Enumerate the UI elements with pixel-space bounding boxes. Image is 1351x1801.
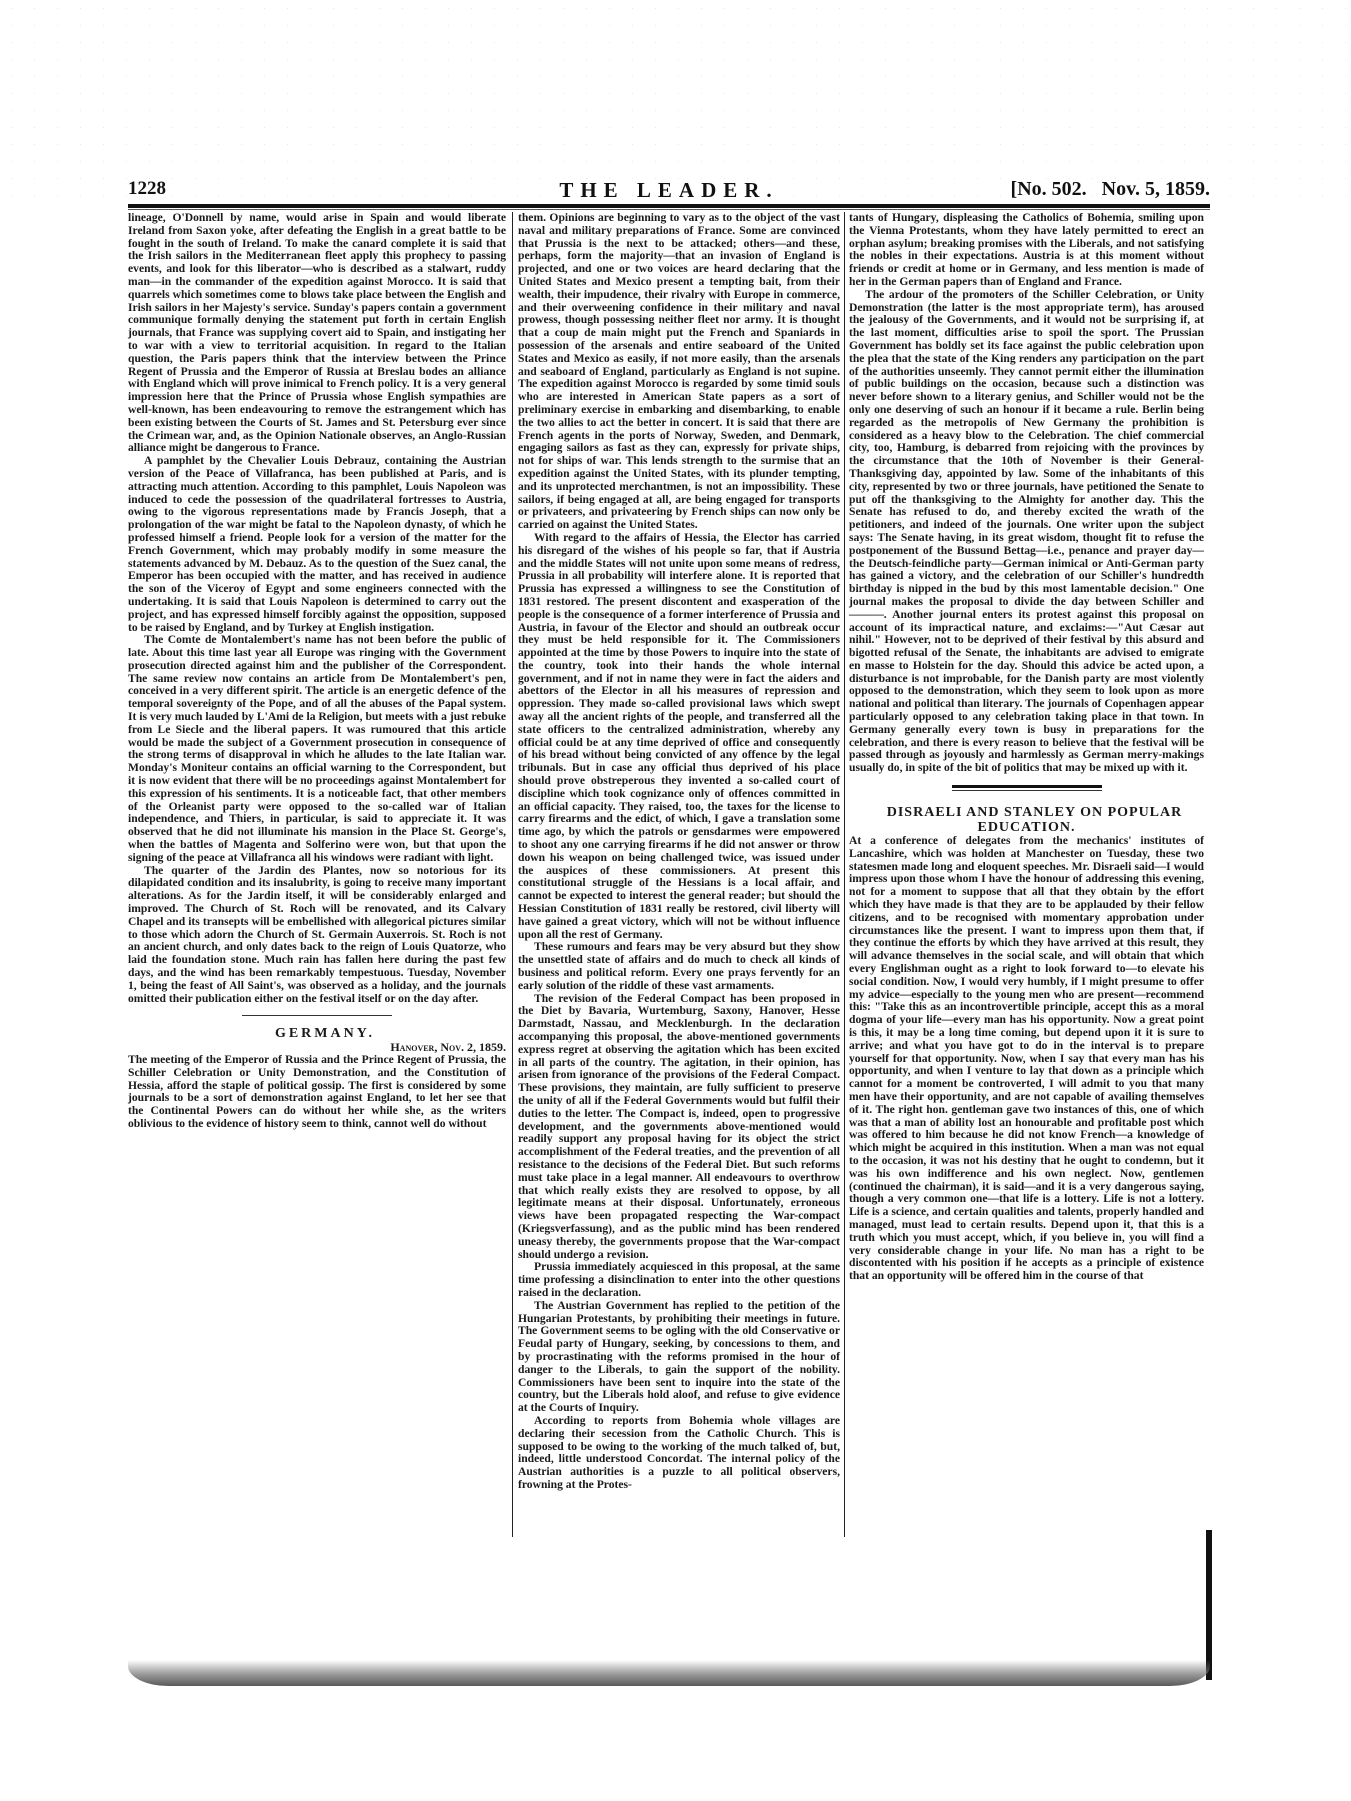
- paragraph: According to reports from Bohemia whole villages are declaring their secession from the Catholic Church. This is supposed to be owing to the working of the much talked of, but, indeed, little understood Concordat. The internal policy of the Austrian authorities is a puzzle to all political observers, frowning at the Protes-: [518, 1413, 840, 1491]
- scan-edge: [1206, 1530, 1212, 1680]
- paragraph: Prussia immediately acquiesced in this proposal, at the same time professing a disinclination to enter into the other questions raised in the declaration.: [518, 1260, 840, 1299]
- paragraph: A pamphlet by the Chevalier Louis Debrauz, containing the Austrian version of the Peace of Villafranca, has been published at Paris, and is attracting much attention. According to this pamphlet, Louis Napoleon was induced to cede the possession of the quadrilateral fortresses to Austria, owing to the vigorous representations made by Francis Joseph, that a prolongation of the war might be fatal to the Napoleon dynasty, of which he professed himself a friend. People look for a version of the matter for the French Government, which may probably modify in some measure the statements advanced by M. Debauz. As to the question of the Suez canal, the Emperor has been occupied with the matter, and has received in audience the son of the Viceroy of Egypt and some engineers connected with the undertaking. It is said that Louis Napoleon is determined to carry out the project, and has expressed himself forcibly against the opposition, supposed to be raised by England, and by Turkey at English instigation.: [128, 454, 506, 634]
- paragraph: The meeting of the Emperor of Russia and the Prince Regent of Prussia, the Schiller Celebration or Unity Demonstration, and the Constitution of Hessia, afford the staple of political gossip. The first is considered by some journals to be a sort of demonstration against England, to let her see that the Continental Powers can do without her while she, as the writers oblivious to the evidence of history seem to think, cannot well do without: [128, 1053, 506, 1130]
- masthead: [128, 178, 1210, 204]
- section-divider: [242, 1015, 392, 1016]
- section-heading-germany: GERMANY.: [274, 1026, 376, 1042]
- paragraph: At a conference of delegates from the mechanics' institutes of Lancashire, which was holden at Manchester on Tuesday, these two statesmen made long and eloquent speeches. Mr. Disraeli said—I would impress upon those whom I have the honour of addressing this evening, not for a moment to suppose that all that they obtain by the effort which they have made is that they are to be applauded by their fellow citizens, and to be recognised with momentary approbation under circumstances like the present. I want to impress upon them that, if they continue the efforts by which they have arrived at this result, they will advance themselves in the social scale, and will obtain that which every Englishman ought as a right to look forward to—to elevate his social condition. Now, I would very humbly, if I might presume to offer my advice—especially to the young men who are present—recommend this: "Take this as an incontrovertible principle, accept this as a moral dogma of your life—every man has his opportunity. Now a great point is this, it may be a long time coming, but depend upon it it is sure to arrive; and what you have got to do in the interval is to prepare yourself for that opportunity. Now, when I say that every man has his opportunity, and when I venture to lay that down as a principle which cannot for a moment be controverted, I will admit to you that many men have their opportunity, and are not capable of availing themselves of it. The right hon. gentleman gave two instances of this, one of which was that a man of ability lost an honourable and profitable post which was offered to him because he did not know French—a knowledge of which might be acquired in this institution. When a man was not equal to the occasion, it was not his destiny that he ought to condemn, but it was his own indifference and his own neglect. Now, gentlemen (continued the chairman), it is said—and it is a very dangerous saying, though a very common one—that life is a lottery. Life is not a lottery. Life is a science, and certain qualities and talents, properly handled and managed, must lead to certain results. Depend upon it, that this is a truth which you must accept, which, if you believe in, you will find a very considerable change in your life. No man has a right to be discontented with his position if he accepts as a principle of existence that an opportunity will be offered him in the course of that: [849, 834, 1204, 1283]
- paragraph: The Austrian Government has replied to the petition of the Hungarian Protestants, by prohibiting their meetings in future. The Government seems to be ogling with the old Conservative or Feudal party of Hungary, seeking, by concessions to them, and by procrastinating with the reforms promised in the hour of danger to the Liberals, to gain the support of the nobility. Commissioners have been sent to inquire into the state of the country, but the Liberals hold aloof, and refuse to give evidence at the Courts of Inquiry.: [518, 1298, 840, 1415]
- column-divider: [512, 212, 513, 1537]
- paragraph: The quarter of the Jardin des Plantes, now so notorious for its dilapidated condition and its insalubrity, is going to receive many important alterations. As for the Jardin itself, it will be considerably enlarged and improved. The Church of St. Roch will be renovated, and its Calvary Chapel and its transepts will be embellished with allegorical pictures similar to those which adorn the Church of St. Germain Auxerrois. St. Roch is not an ancient church, and only dates back to the reign of Louis Quatorze, who laid the foundation stone. Much rain has fallen here during the past few days, and the wind has been remarkably tempestuous. Tuesday, November 1, being the feast of All Saint's, was observed as a holiday, and the journals omitted their publication either on the festival itself or on the day after.: [128, 863, 506, 1005]
- column-1: [128, 212, 506, 1131]
- paragraph: tants of Hungary, displeasing the Catholics of Bohemia, smiling upon the Vienna Protestants, whom they have lately permitted to erect an orphan asylum; breaking promises with the Liberals, and not satisfying the nobles in their expectations. Austria is at this moment without friends or credit at home or in Germany, and less mention is made of her in the German papers than of England and France.: [849, 211, 1204, 288]
- paragraph: The ardour of the promoters of the Schiller Celebration, or Unity Demonstration (the latter is the most appropriate term), has aroused the jealousy of the Governments, and it would not be surprising if, at the last moment, difficulties arise to spoil the sport. The Prussian Government has boldly set its face against the public celebration upon the plea that the state of the King renders any participation on the part of the authorities unseemly. They cannot permit either the illumination of public buildings on the occasion, because such a distinction was never before shown to a literary genius, and Schiller would not be the only one deserving of such an honour if it became a rule. Berlin being regarded as the metropolis of New Germany the prohibition is considered as a heavy blow to the Celebration. The chief commercial city, too, Hamburg, is debarred from rejoicing with the provinces by the circumstance that the 10th of November is their General-Thanksgiving day, appointed by law. Some of the inhabitants of this city, represented by two or three journals, have petitioned the Senate to put off the thanksgiving to the Almighty for another day. This the Senate has refused to do, and thereby excited the wrath of the petitioners, and indeed of the journals. One writer upon the subject says: The Senate having, in its great wisdom, thought fit to refuse the postponement of the Bussund Bettag—i.e., penance and prayer day—the Deutsch-feindliche party—German inimical or Anti-German party has gained a victory, and the celebration of our Schiller's hundredth birthday is nipped in the bud by this most lamentable decision." One journal makes the proposal to divide the day between Schiller and ———. Another journal enters its protest against this proposal on account of its impractical nature, and exclaims:—"Aut Cæsar aut nihil." However, not to be deprived of their festival by this absurd and bigotted refusal of the Senate, the inhabitants are advised to emigrate en masse to Holstein for the day. Should this advice be acted upon, a disturbance is not improbable, for the Danish party are most violently opposed to the demonstration, which they seem to look upon as more national and political than literary. The journals of Copenhagen appear particularly opposed to any celebration taking place in that town. In Germany generally every town is busy in preparations for the celebration, and there is every reason to believe that the festival will be passed through as joyously and harmlessly as German merry-makings usually do, in spite of the bit of politics that may be mixed up with it.: [849, 287, 1204, 775]
- paragraph: With regard to the affairs of Hessia, the Elector has carried his disregard of the wishes of his people so far, that if Austria and the middle States will not unite upon some means of redress, Prussia in all probability will interfere alone. It is reported that Prussia has expressed a willingness to see the Constitution of 1831 restored. The present discontent and exasperation of the people is the consequence of a former interference of Prussia and Austria, in favour of the Elector and should an outbreak occur they must be held responsible for it. The Commissioners appointed at the time by those Powers to inquire into the state of the country, took into their hands the whole internal government, and if not in name they were in fact the aiders and abettors of the Elector in all his measures of repression and oppression. They made so-called provisional laws which swept away all the ancient rights of the people, and transferred all the state officers to the centralized administration, whereby any official could be at any time deprived of office and consequently of his bread without being convicted of any offence by the legal tribunals. But in case any official thus deprived of his place should prove obstreperous they invented a so-called court of discipline which took cognizance only of offences committed in an official capacity. They raised, too, the taxes for the license to carry firearms and the edict, of which, I gave a translation some time ago, by which the patrols or gensdarmes were empowered to shoot any one carrying firearms if he did not answer or throw down his weapon on being challenged twice, was issued under the auspices of these commissioners. At present this constitutional struggle of the Hessians is a local affair, and cannot be expected to interest the general reader; but should the Hessian Constitution of 1831 really be restored, civil liberty will have gained a great victory, which will not be without influence upon all the rest of Germany.: [518, 530, 840, 941]
- column-3: [849, 212, 1204, 1283]
- paragraph: The Comte de Montalembert's name has not been before the public of late. About this time last year all Europe was ringing with the Government prosecution directed against him and the publisher of the Correspondent. The same review now contains an article from De Montalembert's pen, conceived in a very different spirit. The article is an energetic defence of the temporal sovereignty of the Pope, and of all the abuses of the Papal system. It is very much lauded by L'Ami de la Religion, but meets with a just rebuke from Le Siecle and the liberal papers. It was rumoured that this article would be made the subject of a Government prosecution in consequence of the strong terms of disapproval in which he alludes to the late Italian war. Monday's Moniteur contains an official warning to the Correspondent, but it is now evident that there will be no proceedings against Montalembert for this expression of his sentiments. It is a noticeable fact, that other members of the Orleanist party were opposed to the so-called war of Italian independence, and Thiers, in particular, is said to appreciate it. It was observed that he did not illuminate his mansion in the Place St. George's, when the battles of Magenta and Solferino were won, but that upon the signing of the peace at Villafranca all his windows were radiant with light.: [128, 633, 506, 864]
- dateline: Hanover, Nov. 2, 1859.: [390, 1040, 506, 1055]
- scan-bottom-edge: [128, 1660, 1210, 1686]
- issue-date: Nov. 5, 1859.: [1101, 178, 1210, 200]
- paragraph: lineage, O'Donnell by name, would arise in Spain and would liberate Ireland from Saxon yoke, after defeating the English in a great battle to be fought in the south of Ireland. To make the canard complete it is said that the Irish sailors in the Mediterranean fleet apply this prophecy to passing events, and look for this liberator—who is described as a stalwart, ruddy man—in the commander of the expedition against Morocco. It is said that quarrels which sometimes come to blows take place between the English and Irish sailors in her Majesty's service. Sunday's papers contain a government communique formally denying the statement put forth in certain English journals, that France was supplying covert aid to Spain, and instigating her to war with a view to territorial acquisition. In regard to the Italian question, the Paris papers think that the interview between the Prince Regent of Prussia and the Emperor of Russia at Breslau bodes an alliance with England which will prove inimical to French policy. It is a very general impression here that the Prince of Prussia whose English sympathies are well-known, has been endeavouring to remove the estrangement which has been existing between the Courts of St. James and St. Petersburg ever since the Crimean war, and, as the Opinion Nationale observes, an Anglo-Russian alliance might be dangerous to France.: [128, 211, 506, 455]
- section-divider: [952, 785, 1102, 791]
- masthead-rule: [128, 204, 1210, 208]
- column-2: [518, 212, 840, 1492]
- section-heading-disraeli: DISRAELI AND STANLEY ON POPULAR EDUCATION.: [886, 805, 1183, 836]
- paper-texture: [0, 0, 1351, 200]
- paragraph: The revision of the Federal Compact has been proposed in the Diet by Bavaria, Wurtemburg, Saxony, Hanover, Hesse Darmstadt, Nassau, and Mecklenburgh. In the declaration accompanying this proposal, the above-mentioned governments express regret at observing the agitation which has been excited in all parts of the country. The agitation, in their opinion, has arisen from ignorance of the provisions of the Federal Compact. These provisions, they maintain, are fully sufficient to preserve the unity of all if the Federal Governments would but fulfil their duties to the letter. The Compact is, indeed, open to progressive development, and the governments above-mentioned would readily support any proposal having for its object the strict accomplishment of the Federal treaties, and the prevention of all resistance to the decisions of the Federal Diet. But such reforms must take place in a legal manner. All endeavours to overthrow that which really exists they are resolved to oppose, by all legitimate means at their disposal. Unfortunately, erroneous views have been propagated respecting the War-compact (Kriegsverfassung), and as the public mind has been rendered uneasy thereby, the governments propose that the War-compact should undergo a revision.: [518, 991, 840, 1261]
- issue-info: [1011, 178, 1210, 201]
- newspaper-title: THE LEADER.: [559, 178, 779, 202]
- paragraph: them. Opinions are beginning to vary as to the object of the vast naval and military preparations of France. Some are convinced that Prussia is the next to be attacked; others—and these, perhaps, form the majority—that an invasion of England is projected, and one or two voices are heard declaring that the United States and Mexico present a tempting bait, from their wealth, their impudence, their rivalry with Europe in commerce, and their overweening confidence in their military and naval prowess, though possessing neither fleet nor army. It is thought that a coup de main might put the French and Spaniards in possession of the arsenals and entire seaboard of the United States and Mexico as easily, if not more easily, than the arsenals and seaboard of England, particularly as England is not supine. The expedition against Morocco is regarded by some timid souls who are interested in American State papers as a sort of preliminary exercise in embarking and disembarking, to enable the two allies to act the better in concert. It is said that there are French agents in the ports of Norway, Sweden, and Denmark, engaging sailors as fast as they can, expressly for private ships, not for ships of war. This lends strength to the surmise that an expedition against the United States, with its plunder tempting, and its unprotected merchantmen, is not an impossibility. These sailors, if being engaged at all, are being engaged for transports or privateers, and privateering by French ships can now only be carried on against the United States.: [518, 211, 840, 532]
- page-number: 1228: [128, 178, 166, 199]
- issue-number: [No. 502.: [1010, 178, 1087, 200]
- paragraph: These rumours and fears may be very absurd but they show the unsettled state of affairs and do much to check all kinds of business and political reform. Every one prays fervently for an early solution of the riddle of these vast armaments.: [518, 940, 840, 992]
- column-divider: [844, 212, 845, 1537]
- masthead-rule-thin: [128, 209, 1210, 210]
